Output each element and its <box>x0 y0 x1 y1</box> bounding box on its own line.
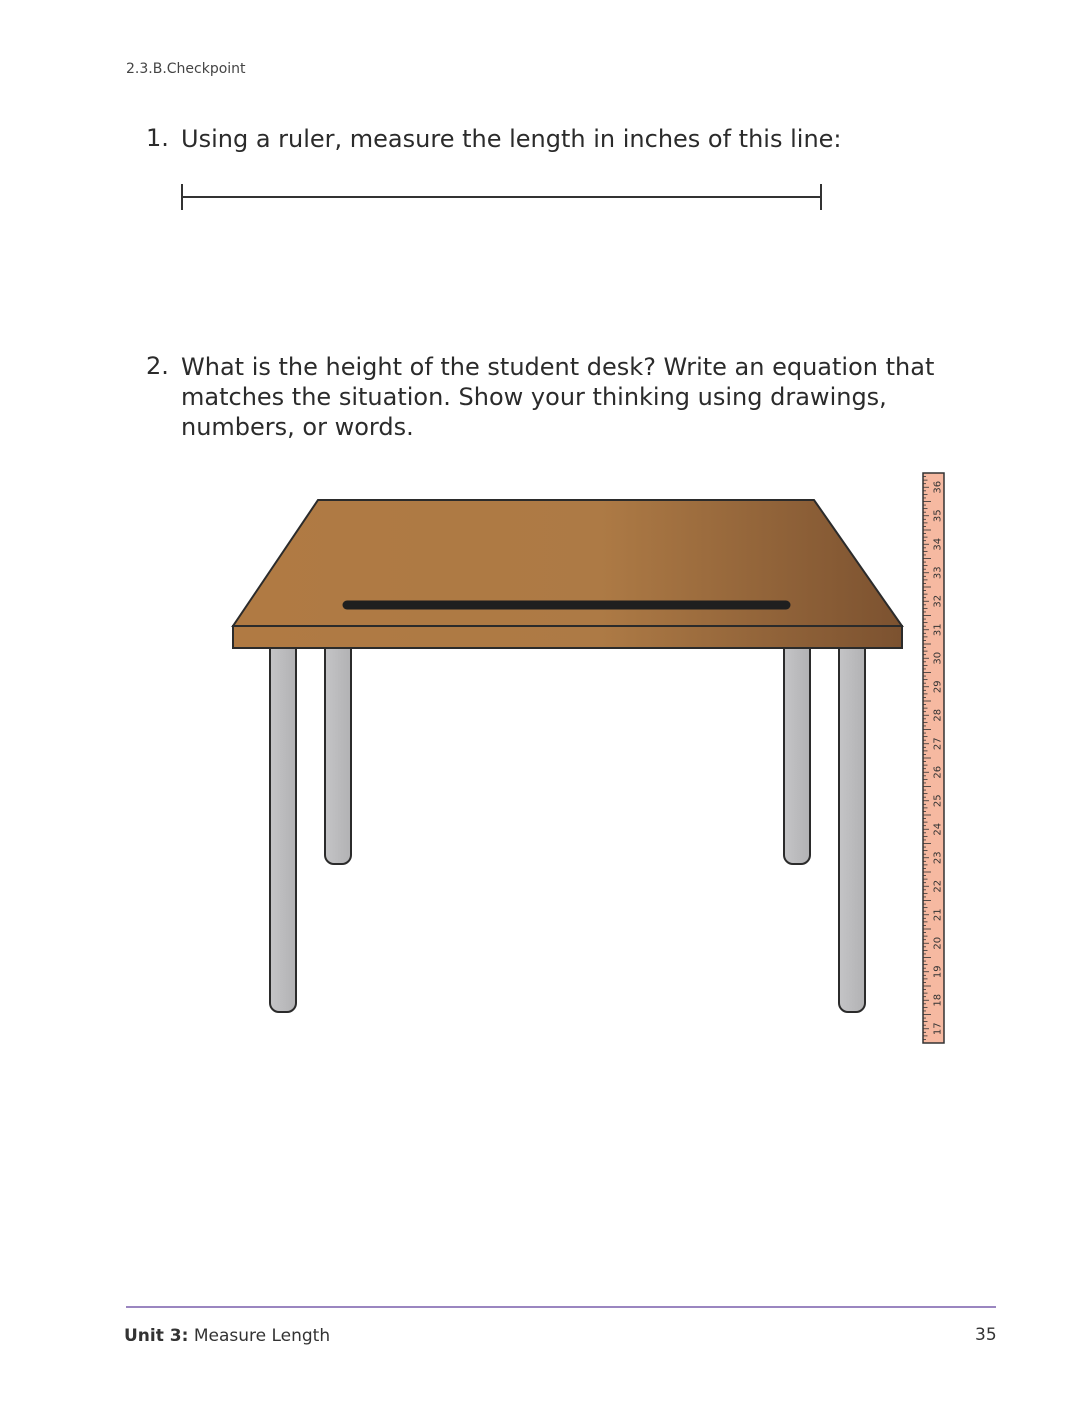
question-1-number: 1. <box>146 124 169 152</box>
footer-unit-title <box>124 1326 330 1346</box>
student-desk <box>233 500 902 1012</box>
ruler-ticks <box>923 473 931 1043</box>
yardstick-ruler <box>923 473 944 1043</box>
page-number: 35 <box>975 1325 997 1345</box>
ruler-label: 29 <box>932 680 944 694</box>
question-2-text: What is the height of the student desk? Write an equation that matches the situation. Show your thinking using drawings, numbers, or words. <box>181 353 935 441</box>
ruler-label: 28 <box>932 708 944 722</box>
ruler-label: 17 <box>932 1022 944 1036</box>
footer-unit-name: Measure Length <box>193 1326 331 1346</box>
ruler-label: 32 <box>932 594 944 608</box>
measure-line <box>182 184 821 210</box>
desk-leg-back-left <box>325 640 351 864</box>
ruler-label: 35 <box>932 509 944 523</box>
ruler-label: 31 <box>932 623 944 637</box>
desk-leg-back-right <box>784 640 810 864</box>
footer-unit-label: Unit 3: <box>124 1326 189 1346</box>
ruler-label: 21 <box>932 908 944 922</box>
ruler-label: 33 <box>932 566 944 580</box>
ruler-label: 19 <box>932 965 944 979</box>
question-1-text: Using a ruler, measure the length in inches of this line: <box>181 125 842 153</box>
checkpoint-code: 2.3.B.Checkpoint <box>126 61 246 77</box>
footer-divider <box>126 1306 996 1308</box>
desk-leg-front-right <box>839 640 865 1012</box>
desk-front-edge <box>233 626 902 648</box>
ruler-label: 23 <box>932 851 944 865</box>
ruler-label: 34 <box>932 537 944 551</box>
ruler-label: 20 <box>932 936 944 950</box>
ruler-label: 30 <box>932 651 944 665</box>
ruler-label: 22 <box>932 879 944 893</box>
ruler-label: 26 <box>932 765 944 779</box>
ruler-label: 25 <box>932 794 944 808</box>
ruler-label: 36 <box>932 480 944 494</box>
ruler-label: 18 <box>932 993 944 1007</box>
ruler-label: 24 <box>932 822 944 836</box>
ruler-label: 27 <box>932 737 944 751</box>
question-2-number: 2. <box>146 352 169 380</box>
desk-leg-front-left <box>270 640 296 1012</box>
